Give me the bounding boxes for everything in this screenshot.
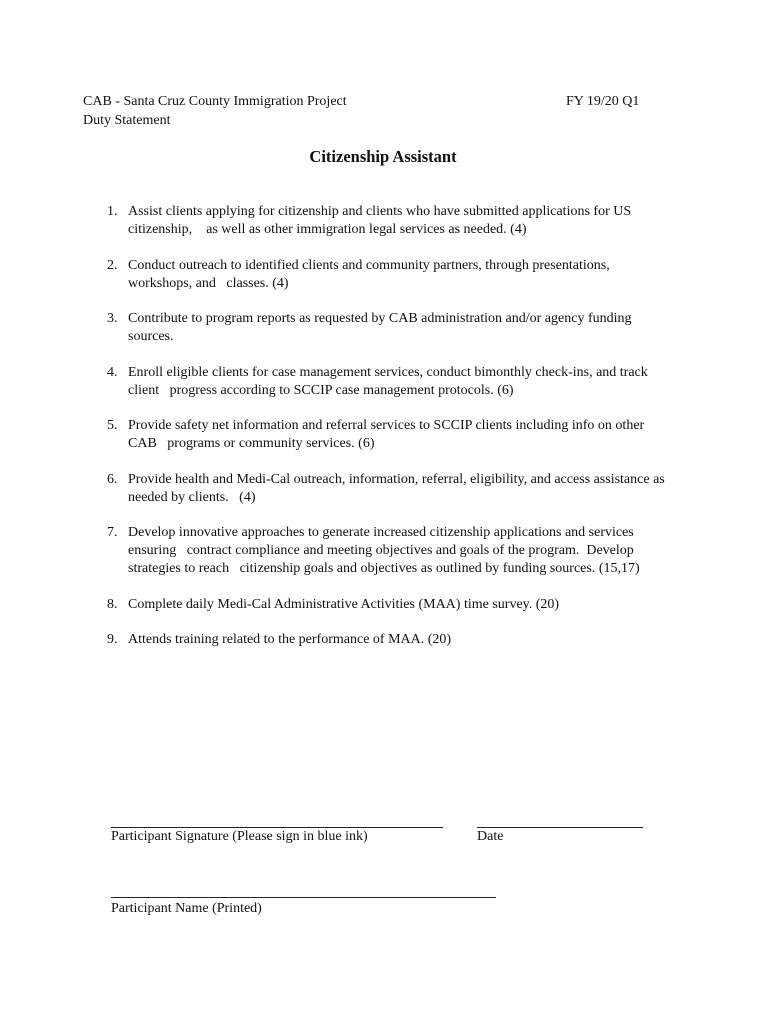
duty-text: Enroll eligible clients for case management services, conduct bimonthly check-ins, and track client progress according to SCCIP case management protocols. (6) [128,364,652,398]
header-fiscal-period: FY 19/20 Q1 [566,94,640,109]
document-title: Citizenship Assistant [309,147,457,166]
duty-number: 5. [107,418,118,433]
printed-name-line[interactable] [111,897,496,898]
signature-label: Participant Signature (Please sign in blue ink) [111,829,368,844]
duty-item-7 [107,524,667,578]
duty-text: Provide safety net information and referral services to SCCIP clients including info on other CAB programs or community services. (6) [128,418,648,451]
duty-text: Complete daily Medi-Cal Administrative Activities (MAA) time survey. (20) [128,596,560,612]
duty-number: 9. [107,632,118,647]
duty-list [107,203,676,667]
duty-number: 3. [107,311,118,326]
duty-text: Develop innovative approaches to generate increased citizenship applications and services ensuring contract compliance and meeting objectives and goals of the program. Develop strategies to reach citizenship goals and objectives as outlined by funding sources. (15,17) [128,525,640,576]
duty-text: Provide health and Medi-Cal outreach, information, referral, eligibility, and access assistance as needed by clients. (4) [128,471,676,505]
header-organization-project: CAB - Santa Cruz County Immigration Project [83,94,347,109]
duty-number: 7. [107,525,118,540]
header-document-type: Duty Statement [83,113,171,128]
duty-text: Conduct outreach to identified clients and community partners, through presentations, workshops, and classes. (4) [128,257,614,291]
date-label: Date [477,829,504,844]
duty-text: Contribute to program reports as requested by CAB administration and/or agency funding sources. [128,311,636,344]
duty-text: Assist clients applying for citizenship and clients who have submitted applications for US citizenship, as well as other immigration legal services as needed. (4) [128,204,635,237]
duty-item-1 [107,203,667,239]
duty-number: 8. [107,596,118,612]
duty-number: 6. [107,471,118,487]
duty-item-4 [107,364,667,400]
duty-number: 2. [107,257,118,273]
duty-item-3 [107,310,667,346]
duty-number: 4. [107,364,118,380]
duty-item-2 [107,257,667,293]
duty-item-8 [107,596,667,614]
duty-item-5 [107,417,667,453]
duty-item-9 [107,631,667,649]
duty-text: Attends training related to the performance of MAA. (20) [128,632,452,647]
printed-name-label: Participant Name (Printed) [111,901,262,916]
duty-item-6 [107,471,676,507]
duty-number: 1. [107,204,118,219]
